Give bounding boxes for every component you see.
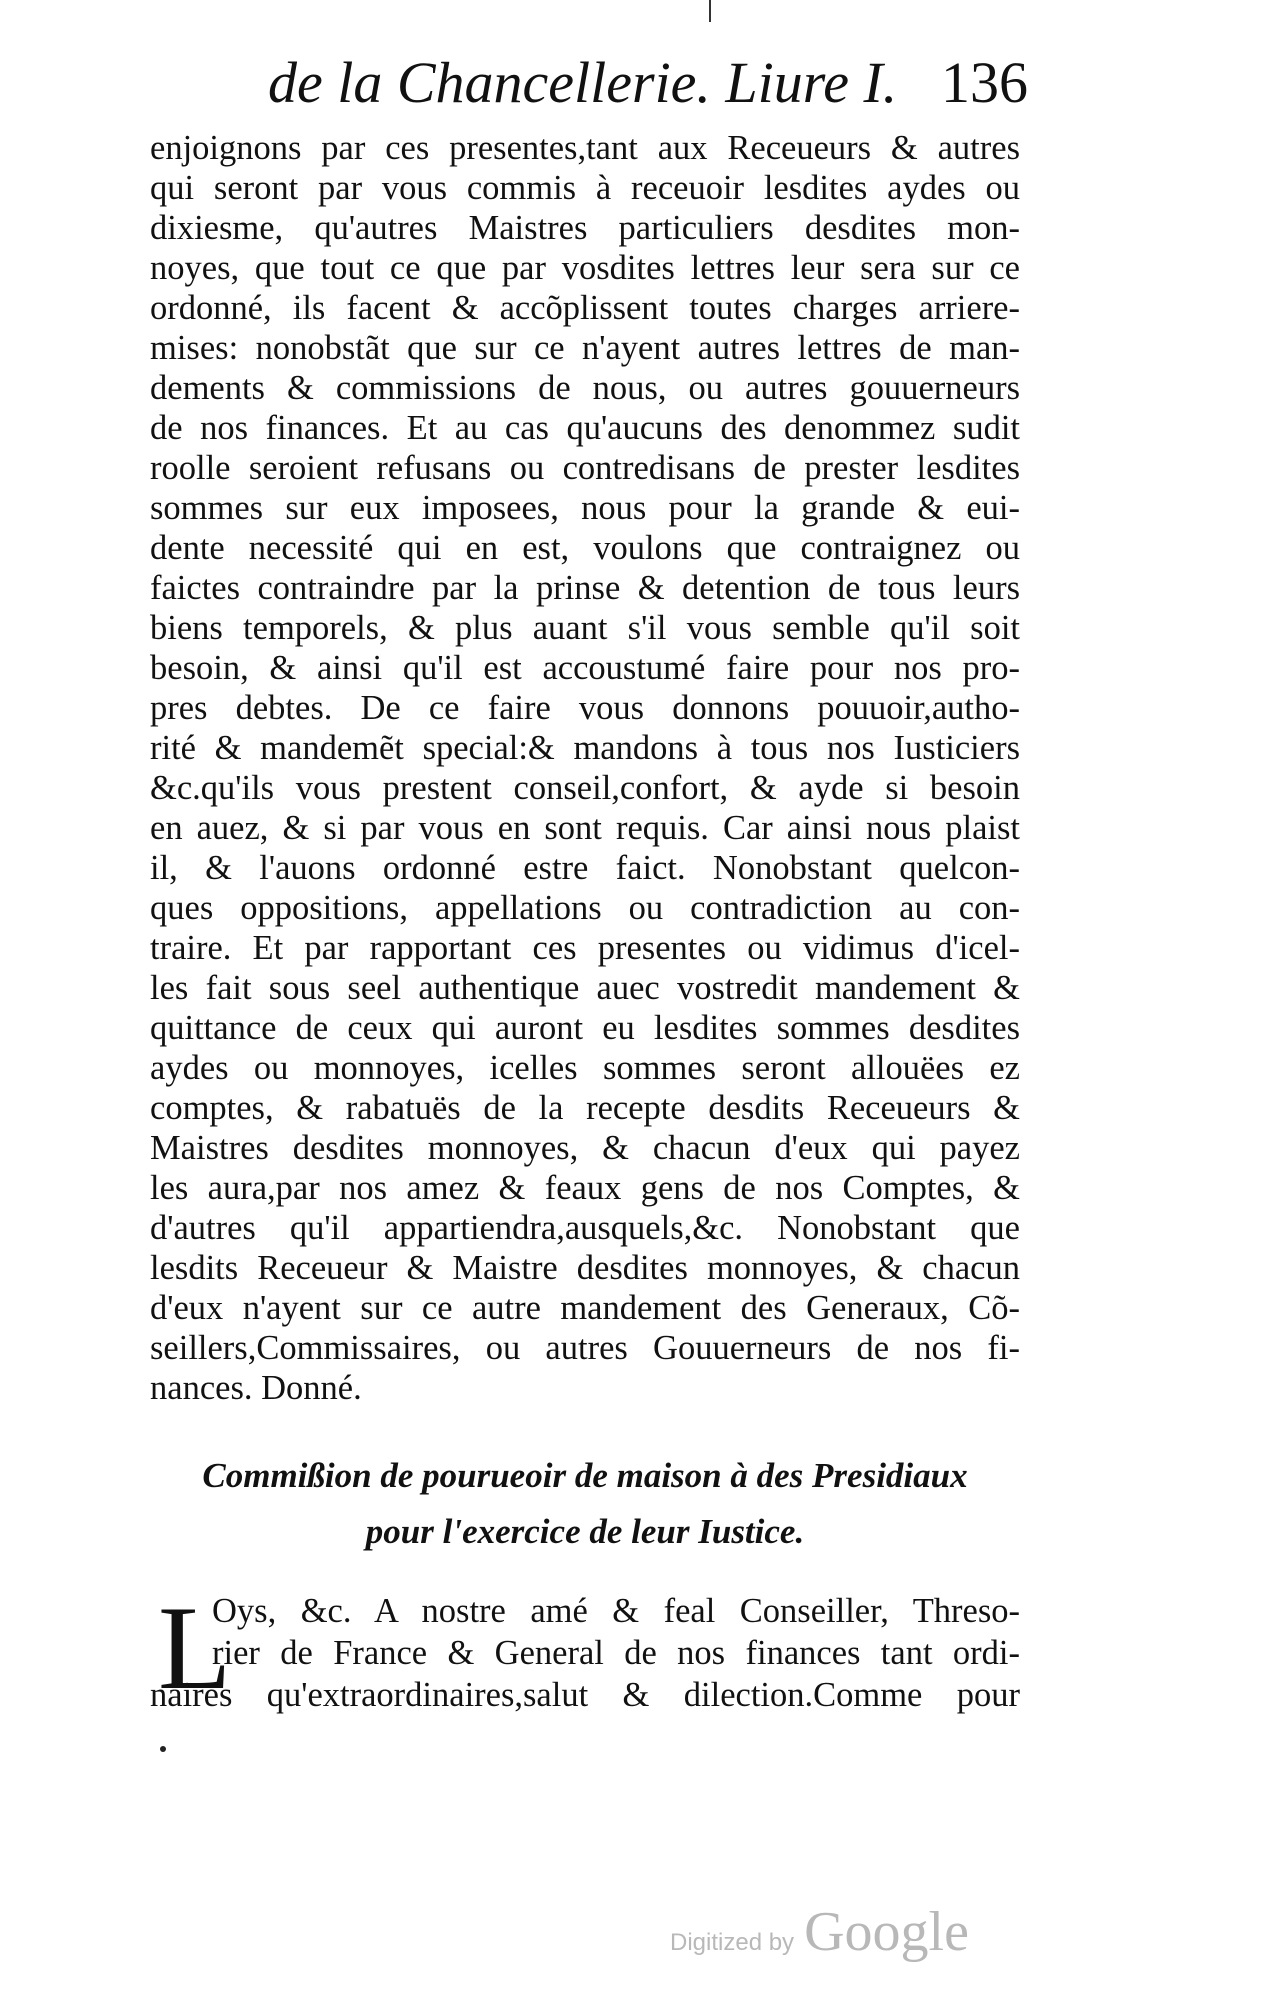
text-line: seillers,Commissaires, ou autres Gouuerneurs de nos fi- [150, 1329, 1020, 1367]
letter-line: Oys, &c. A nostre amé & feal Conseiller, Threso- [212, 1592, 1020, 1630]
section-heading-line: pour l'exercice de leur Iustice. [365, 1512, 805, 1551]
text-line: pres debtes. De ce faire vous donnons pouuoir,autho- [150, 689, 1020, 727]
text-line: en auez, & si par vous en sont requis. Car ainsi nous plaist [150, 809, 1020, 847]
letter-line: naires qu'extraordinaires,salut & dilection.Comme pour [150, 1676, 1020, 1714]
google-logo: Google [804, 1901, 969, 1963]
text-line: comptes, & rabatuës de la recepte desdits Receueurs & [150, 1089, 1020, 1127]
text-line: qui seront par vous commis à receuoir lesdites aydes ou [150, 169, 1020, 207]
text-line: il, & l'auons ordonné estre faict. Nonobstant quelcon- [150, 849, 1020, 887]
section-heading-line: Commißion de pourueoir de maison à des Presidiaux [202, 1456, 968, 1495]
letter-line: rier de France & General de nos finances tant ordi- [212, 1634, 1020, 1672]
text-line: noyes, que tout ce que par vosdites lettres leur sera sur ce [150, 249, 1020, 287]
ink-blot [160, 1746, 166, 1752]
text-line: faictes contraindre par la prinse & detention de tous leurs [150, 569, 1020, 607]
running-head-title: de la Chancellerie. Liure I. [268, 50, 898, 115]
text-line: Maistres desdites monnoyes, & chacun d'eux qui payez [150, 1129, 1020, 1167]
watermark-prefix: Digitized by [670, 1929, 795, 1956]
text-line: roolle seroient refusans ou contredisans de prester lesdites [150, 449, 1020, 487]
text-line: sommes sur eux imposees, nous pour la grande & eui- [150, 489, 1020, 527]
text-line: traire. Et par rapportant ces presentes ou vidimus d'icel- [150, 929, 1020, 967]
digitized-watermark [670, 1900, 969, 1963]
text-line: mises: nonobstãt que sur ce n'ayent autres lettres de man- [150, 329, 1020, 367]
page-number: 136 [941, 50, 1028, 115]
text-line: lesdits Receueur & Maistre desdites monnoyes, & chacun [150, 1249, 1020, 1287]
text-line: quittance de ceux qui auront eu lesdites sommes desdites [150, 1009, 1020, 1047]
text-line: les fait sous seel authentique auec vostredit mandement & [150, 969, 1020, 1007]
text-line: dements & commissions de nous, ou autres gouuerneurs [150, 369, 1020, 407]
text-line: &c.qu'ils vous prestent conseil,confort, & ayde si besoin [150, 769, 1020, 807]
text-line: d'eux n'ayent sur ce autre mandement des Generaux, Cõ- [150, 1289, 1020, 1327]
running-head [268, 38, 1028, 128]
letter-opening [150, 1581, 1020, 1716]
text-line: les aura,par nos amez & feaux gens de nos Comptes, & [150, 1169, 1020, 1207]
text-line: ques oppositions, appellations ou contradiction au con- [150, 889, 1020, 927]
text-line: d'autres qu'il appartiendra,ausquels,&c. Nonobstant que [150, 1209, 1020, 1247]
text-line: aydes ou monnoyes, icelles sommes seront allouëes ez [150, 1049, 1020, 1087]
margin-mark [709, 0, 711, 22]
body-paragraph [150, 128, 1020, 1408]
drop-cap: L [158, 1581, 232, 1714]
text-line: rité & mandemẽt special:& mandons à tous nos Iusticiers [150, 729, 1020, 767]
text-line: de nos finances. Et au cas qu'aucuns des denommez sudit [150, 409, 1020, 447]
section-heading [150, 1448, 1020, 1560]
text-line: dixiesme, qu'autres Maistres particuliers desdites mon- [150, 209, 1020, 247]
text-line: biens temporels, & plus auant s'il vous semble qu'il soit [150, 609, 1020, 647]
text-line: dente necessité qui en est, voulons que contraignez ou [150, 529, 1020, 567]
text-line: besoin, & ainsi qu'il est accoustumé faire pour nos pro- [150, 649, 1020, 687]
text-line: enjoignons par ces presentes,tant aux Receueurs & autres [150, 129, 1020, 167]
text-line: ordonné, ils facent & accõplissent toutes charges arriere- [150, 289, 1020, 327]
text-line: nances. Donné. [150, 1369, 362, 1407]
